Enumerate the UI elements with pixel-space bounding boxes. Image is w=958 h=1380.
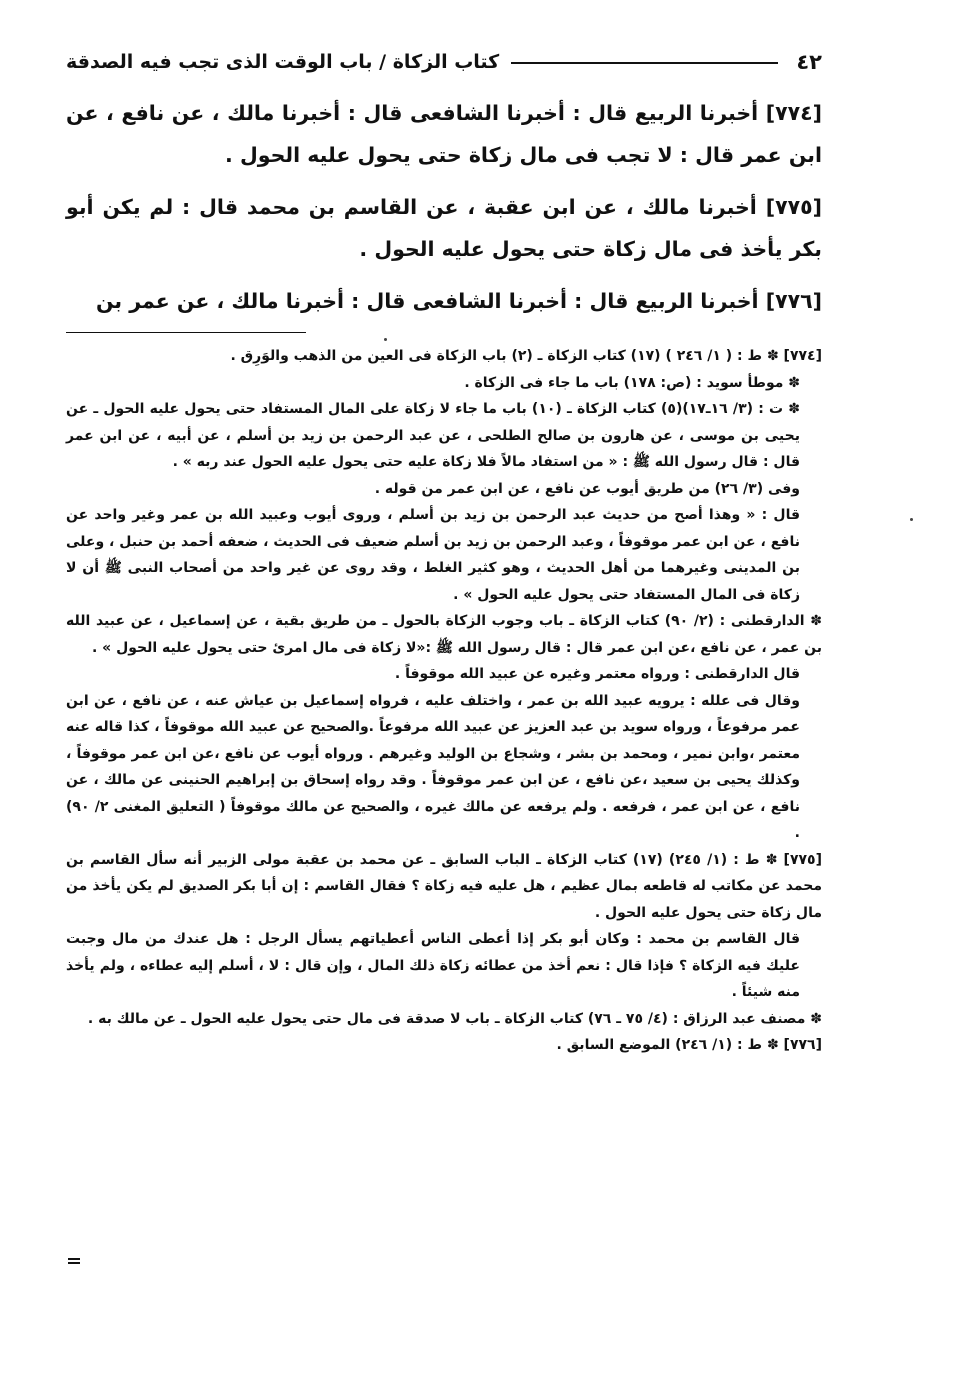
footnote-divider xyxy=(66,332,306,333)
end-mark xyxy=(68,1258,80,1260)
hadith-number: [٧٧٥] xyxy=(765,195,823,219)
footnote-entry: وفى (٣/ ٢٦) من طريق أيوب عن نافع ، عن ابن عمر من قوله . xyxy=(374,480,800,497)
footnote-entry: ✽ الدارقطنى : (٢/ ٩٠) كتاب الزكاة ـ باب وجوب الزكاة بالحول ـ من طريق بقية ، عن إسماعيل ، عن عبيد الله بن عمر ، عن نافع ،عن ابن عمر قال : قال رسول الله ﷺ :«لا زكاة فى مال امرئ حتى يحول عليه الحول » . xyxy=(66,613,822,656)
header-rule xyxy=(511,62,778,64)
hadith-number: [٧٧٦] xyxy=(765,289,822,313)
footnote-entry: ✽ مصنف عبد الرزاق : (٤/ ٧٥ ـ ٧٦) كتاب الزكاة ـ باب لا صدقة فى مال حتى يحول عليه الحول ـ عن مالك به . xyxy=(87,1010,822,1027)
hadith-text: أخبرنا مالك ، عن ابن عقبة ، عن القاسم بن محمد قال : لم يكن أبو بكر يأخذ فى مال زكاة حتى يحول عليه الحول . xyxy=(66,195,822,261)
hadith-paragraph xyxy=(66,92,822,176)
chapter-title: كتاب الزكاة / باب الوقت الذى تجب فيه الصدقة xyxy=(66,51,500,73)
hadith-text: أخبرنا الربيع قال : أخبرنا الشافعى قال : أخبرنا مالك ، عن نافع ، عن ابن عمر قال : لا تجب فى مال زكاة حتى يحول عليه الحول . xyxy=(66,101,822,167)
footnote-entry: ✽ موطأ سويد : (ص: ١٧٨) باب ما جاء فى الزكاة . xyxy=(464,374,800,391)
footnote-entry: قال : « وهذا أصح من حديث عبد الرحمن بن زيد بن أسلم ، وروى أيوب وعبيد الله بن عمر وغير واحد عن نافع ، عن ابن عمر موقوفاً ، وعبد الرحمن بن زيد بن أسلم ضعيف فى الحديث ، ضعفه أحمد بن حنبل ، وعلى بن المدينى وغيرهما من أهل الحديث ، وهو كثير الغلط ، وقد روى عن غير واحد من أصحاب النبى ﷺ أن لا زكاة فى المال المستفاد حتى يحول عليه الحول » . xyxy=(66,507,800,603)
footnote-entry: وقال فى علله : يرويه عبيد الله بن عمر ، واختلف عليه ، فرواه إسماعيل بن عياش عنه ، عن نافع ، عن ابن عمر مرفوعاً ، ورواه سويد بن عبد العزيز عن عبيد الله مرفوعاً .والصحيح عن عبيد الله موقوفاً ، كذا قاله عنه معتمر ،وابن نمير ، ومحمد بن بشر ، وشجاع بن الوليد وغيرهم . ورواه أيوب عن نافع ،عن ابن عمر موقوفاً ، وكذلك يحيى بن سعيد ،عن نافع ، عن ابن عمر موقوفاً . وقد رواه إسحاق بن إبراهيم الحنينى عن مالك ، عن نافع ، عن ابن عمر ، فرفعه . ولم يرفعه عن مالك غيره ، والصحيح عن مالك موقوفاً ( التعليق المغنى ٢/ ٩٠) . xyxy=(66,692,800,841)
footnotes xyxy=(66,343,822,1059)
scan-speck xyxy=(910,518,913,521)
page-number: ٤٢ xyxy=(796,50,822,74)
main-text xyxy=(66,92,822,322)
scan-speck xyxy=(384,338,387,341)
footnote-entry: قال الدارقطنى : ورواه معتمر وغيره عن عبيد الله موقوفاً . xyxy=(394,666,800,682)
footnote-entry: [٧٧٦] ✽ ط : (١/ ٢٤٦) الموضع السابق . xyxy=(556,1037,822,1053)
running-header xyxy=(66,44,822,80)
footnote-entry: [٧٧٥] ✽ ط : (١/ ٢٤٥) (١٧) كتاب الزكاة ـ الباب السابق ـ عن محمد بن عقبة مولى الزبير أنه سأل القاسم بن محمد عن مكاتب له قاطعه بمال عظيم ، هل عليه فيه زكاة ؟ فقال القاسم : إن أبا بكر الصديق لم يكن يأخذ من مال زكاة حتى يحول عليه الحول . xyxy=(66,851,822,921)
hadith-paragraph xyxy=(66,280,822,322)
footnote-entry: [٧٧٤] ✽ ط : ( ١/ ٢٤٦ ) (١٧) كتاب الزكاة ـ (٢) باب الزكاة فى العين من الذهب والوَرِق . xyxy=(230,348,822,364)
footnote-entry: قال القاسم بن محمد : وكان أبو بكر إذا أعطى الناس أعطياتهم يسأل الرجل : هل عندك من مال وجبت عليك فيه الزكاة ؟ فإذا قال : نعم أخذ من عطائه زكاة ذلك المال ، وإن قال : لا ، أسلم إليه عطاءه ، ولم يأخذ منه شيئاً . xyxy=(66,931,800,1000)
hadith-number: [٧٧٤] xyxy=(765,101,823,125)
footnote-entry: ✽ ت : (٣/ ١٦ـ١٧)(٥) كتاب الزكاة ـ (١٠) باب ما جاء لا زكاة على المال المستفاد حتى يحول عليه الحول ـ عن يحيى بن موسى ، عن هارون بن صالح الطلحى ، عن عبد الرحمن بن زيد بن أسلم ، عن أبيه ، عن ابن عمر قال : قال رسول الله ﷺ : « من استفاد مالاً فلا زكاة عليه حتى يحول عليه الحول عند ربه » . xyxy=(66,401,801,470)
hadith-text: أخبرنا الربيع قال : أخبرنا الشافعى قال : أخبرنا مالك ، عن عمر بن xyxy=(95,289,759,313)
hadith-paragraph xyxy=(66,186,822,270)
book-page xyxy=(66,44,822,1059)
